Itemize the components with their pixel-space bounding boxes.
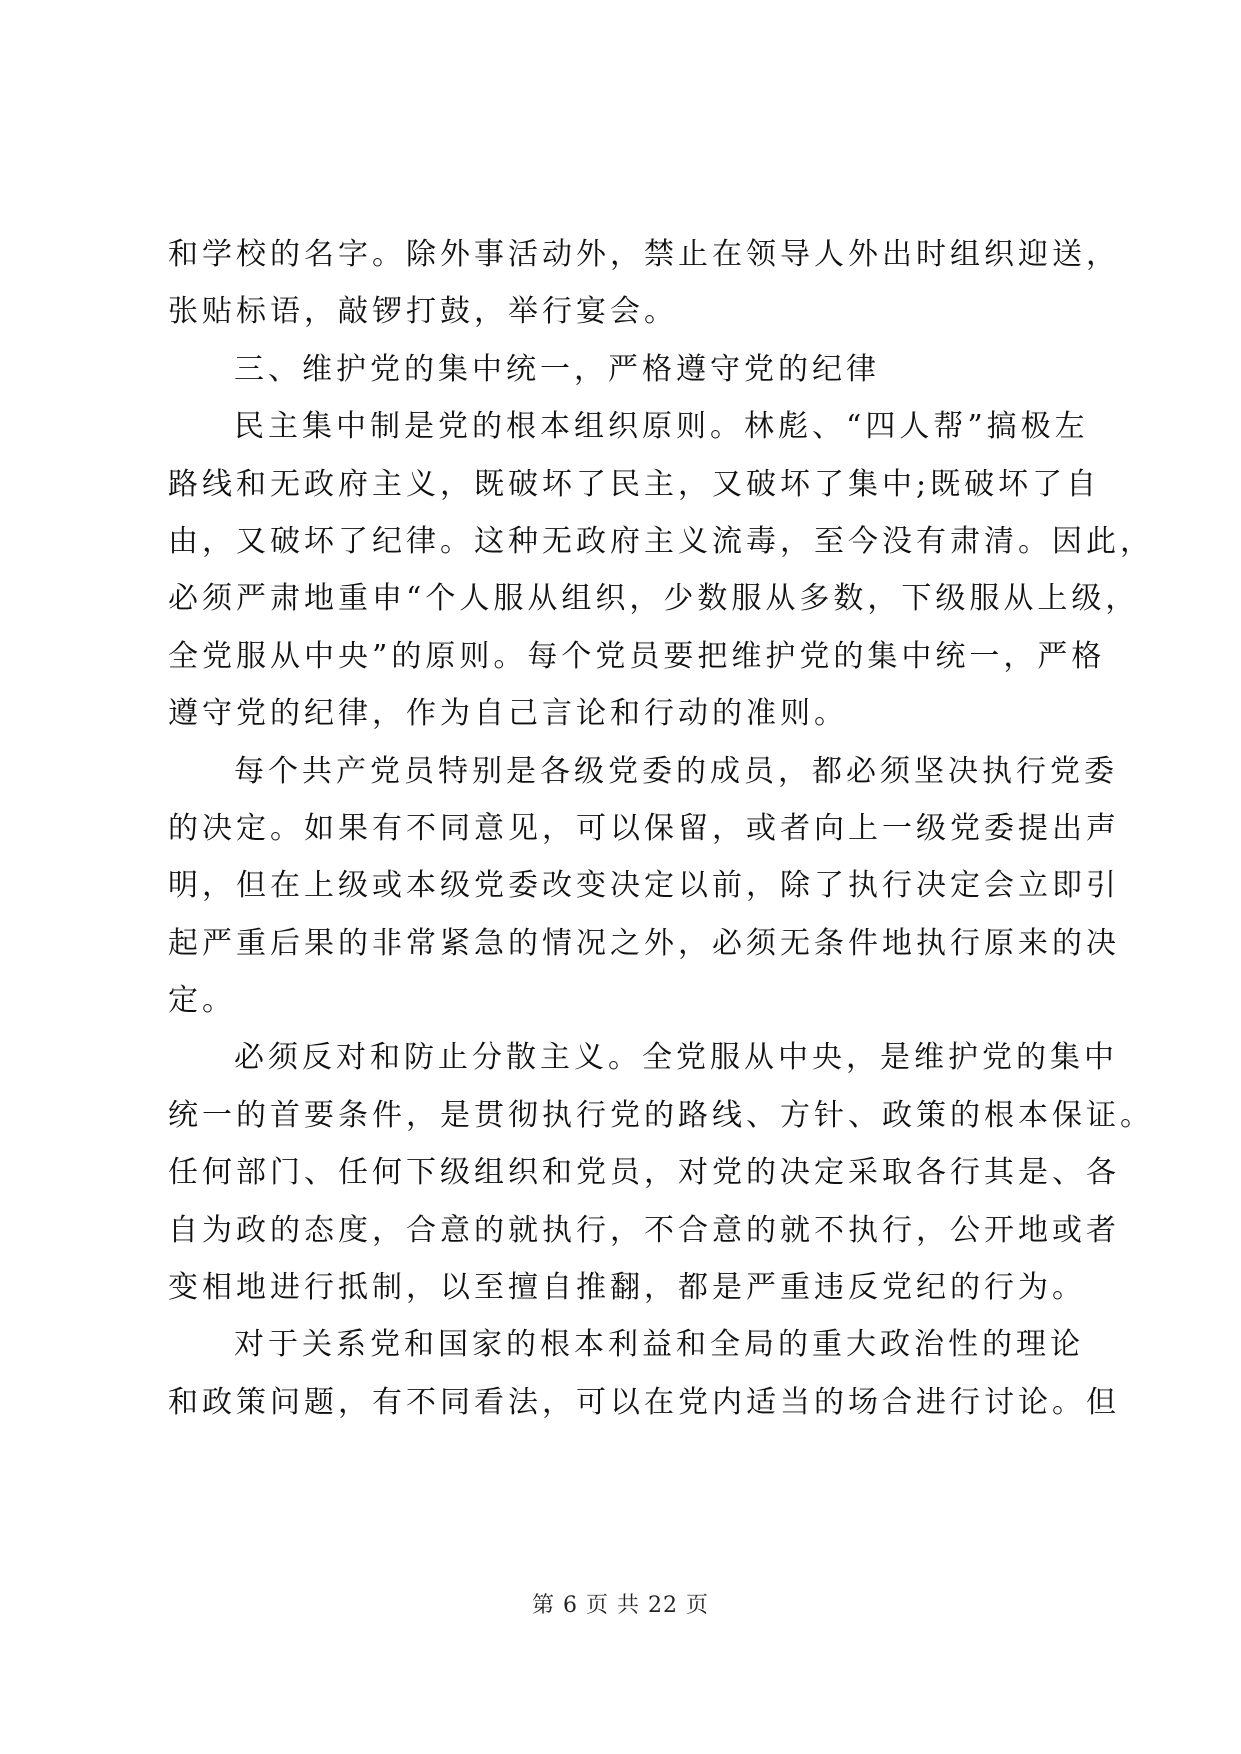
text-line: 遵守党的纪律，作为自己言论和行动的准则。 bbox=[168, 696, 848, 732]
body-text bbox=[168, 226, 1154, 1431]
text-line: 统一的首要条件，是贯彻执行党的路线、方针、政策的根本保证。 bbox=[168, 1097, 1154, 1133]
text-line: 和政策问题，有不同看法，可以在党内适当的场合进行讨论。但 bbox=[168, 1384, 1120, 1420]
text-line: 任何部门、任何下级组织和党员，对党的决定采取各行其是、各 bbox=[168, 1155, 1120, 1191]
text-line: 由，又破坏了纪律。这种无政府主义流毒，至今没有肃清。因此， bbox=[168, 523, 1154, 559]
text-line: 张贴标语，敲锣打鼓，举行宴会。 bbox=[168, 294, 678, 330]
text-line: 和学校的名字。除外事活动外，禁止在领导人外出时组织迎送， bbox=[168, 237, 1120, 272]
text-line: 的决定。如果有不同意见，可以保留，或者向上一级党委提出声 bbox=[168, 810, 1120, 846]
text-line: 民主集中制是党的根本组织原则。林彪、“四人帮”搞极左 bbox=[234, 409, 1089, 445]
text-line: 必须严肃地重申“个人服从组织，少数服从多数，下级服从上级， bbox=[168, 581, 1140, 617]
text-line: 变相地进行抵制，以至擅自推翻，都是严重违反党纪的行为。 bbox=[168, 1270, 1086, 1306]
page-footer: 第 6 页 共 22 页 bbox=[532, 1593, 709, 1618]
text-line: 每个共产党员特别是各级党委的成员，都必须坚决执行党委 bbox=[234, 753, 1118, 789]
text-line: 起严重后果的非常紧急的情况之外，必须无条件地执行原来的决 bbox=[168, 925, 1120, 961]
text-line: 必须反对和防止分散主义。全党服从中央，是维护党的集中 bbox=[234, 1040, 1118, 1076]
section-heading: 三、维护党的集中统一，严格遵守党的纪律 bbox=[234, 351, 880, 387]
text-line: 自为政的态度，合意的就执行，不合意的就不执行，公开地或者 bbox=[168, 1212, 1120, 1248]
text-line: 定。 bbox=[168, 983, 236, 1019]
text-line: 对于关系党和国家的根本利益和全局的重大政治性的理论 bbox=[234, 1327, 1084, 1363]
text-line: 路线和无政府主义，既破坏了民主，又破坏了集中;既破坏了自 bbox=[168, 466, 1101, 502]
text-line: 全党服从中央”的原则。每个党员要把维护党的集中统一，严格 bbox=[168, 638, 1106, 674]
text-line: 明，但在上级或本级党委改变决定以前，除了执行决定会立即引 bbox=[168, 868, 1120, 904]
